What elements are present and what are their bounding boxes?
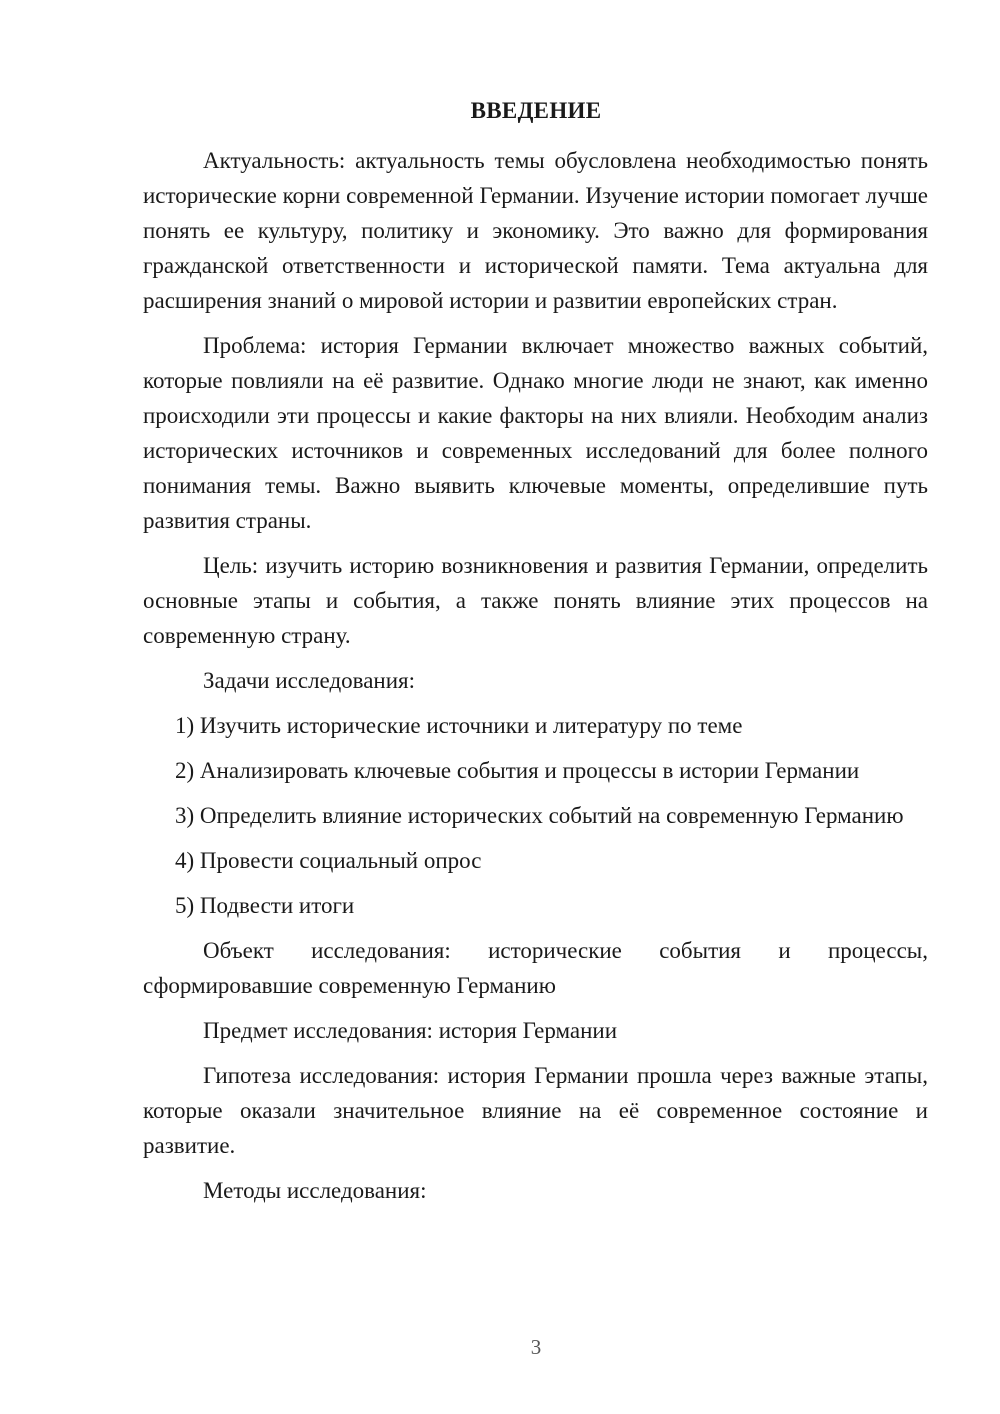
hypothesis-paragraph: Гипотеза исследования: история Германии прошла через важные этапы, которые оказали значительное влияние на её современное состояние и развитие.	[143, 1063, 928, 1158]
tasks-heading: Задачи исследования:	[203, 668, 416, 693]
task-item-4: 4) Провести социальный опрос	[175, 848, 482, 873]
page-number: 3	[530, 1335, 542, 1359]
task-item-5: 5) Подвести итоги	[175, 893, 355, 918]
object-paragraph: Объект исследования: исторические события и процессы, сформировавшие современную Германию	[143, 938, 928, 998]
document-body	[143, 143, 928, 1218]
goal-paragraph: Цель: изучить историю возникновения и развития Германии, определить основные этапы и события, а также понять влияние этих процессов на современную страну.	[143, 553, 928, 648]
task-item-1: 1) Изучить исторические источники и литературу по теме	[175, 713, 743, 738]
relevance-paragraph: Актуальность: актуальность темы обусловлена необходимостью понять исторические корни современной Германии. Изучение истории помогает лучше понять ее культуру, политику и экономику. Это важно для формирования гражданской ответственности и исторической памяти. Тема актуальна для расширения знаний о мировой истории и развитии европейских стран.	[143, 148, 928, 313]
task-item-3: 3) Определить влияние исторических событий на современную Германию	[175, 803, 904, 828]
methods-heading: Методы исследования:	[203, 1178, 427, 1203]
page-title: ВВЕДЕНИЕ	[470, 98, 602, 123]
task-item-2: 2) Анализировать ключевые события и процессы в истории Германии	[175, 758, 860, 783]
problem-paragraph: Проблема: история Германии включает множество важных событий, которые повлияли на её развитие. Однако многие люди не знают, как именно происходили эти процессы и какие факторы на них влияли. Необходим анализ исторических источников и современных исследований для более полного понимания темы. Важно выявить ключевые моменты, определившие путь развития страны.	[143, 333, 928, 533]
subject-paragraph: Предмет исследования: история Германии	[203, 1018, 618, 1043]
